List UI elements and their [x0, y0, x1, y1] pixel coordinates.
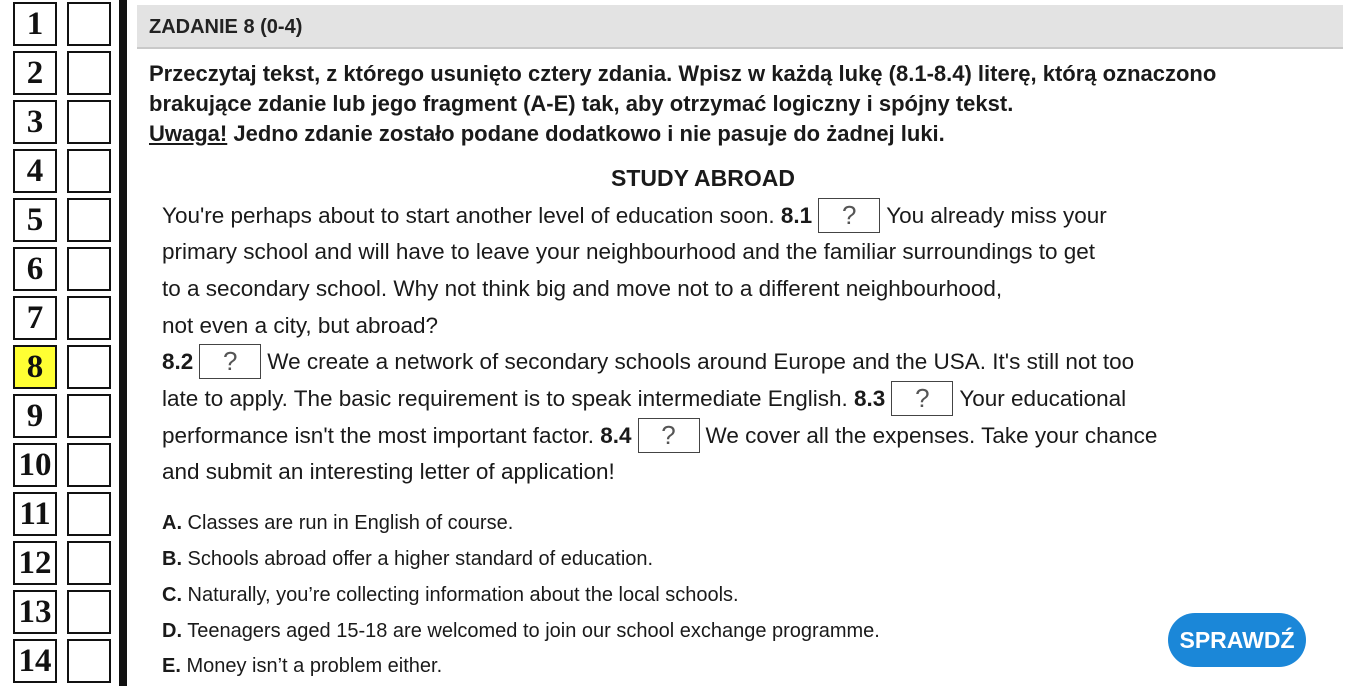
question-row-7 [13, 296, 113, 340]
text-line-1 [162, 201, 1107, 233]
task-header [137, 5, 1343, 49]
gap-label-8-4: 8.4 [600, 423, 632, 448]
question-row-12 [13, 541, 113, 585]
instruction-line: Przeczytaj tekst, z którego usunięto cztery zdania. Wpisz w każdą lukę (8.1-8.4) literę, którą oznaczono [149, 61, 1217, 86]
text-fragment: We cover all the expenses. Take your chance [705, 423, 1158, 448]
navigator-divider [119, 0, 127, 686]
question-number-button[interactable]: 6 [13, 247, 57, 291]
question-row-9 [13, 394, 113, 438]
text-line-5 [162, 347, 1134, 379]
question-status-box[interactable] [67, 541, 111, 585]
question-row-1 [13, 2, 113, 46]
question-row-11 [13, 492, 113, 536]
question-status-box[interactable] [67, 590, 111, 634]
question-row-5 [13, 198, 113, 242]
question-number-button[interactable]: 13 [13, 590, 57, 634]
question-row-13 [13, 590, 113, 634]
option-text: Classes are run in English of course. [182, 512, 514, 534]
question-status-box[interactable] [67, 51, 111, 95]
gap-label-8-2: 8.2 [162, 349, 194, 374]
check-button[interactable]: SPRAWDŹ [1168, 613, 1306, 667]
question-number-button[interactable]: 1 [13, 2, 57, 46]
question-status-box[interactable] [67, 100, 111, 144]
text-fragment: You're perhaps about to start another level of education soon. [162, 203, 781, 228]
question-status-box[interactable] [67, 345, 111, 389]
warning-label: Uwaga! [149, 121, 228, 146]
option-letter: D. [162, 620, 182, 642]
text-line-3: to a secondary school. Why not think big and move not to a different neighbourhood, [162, 276, 1003, 301]
text-fragment: We create a network of secondary schools around Europe and the USA. It's still not too [267, 349, 1135, 374]
instruction-line: brakujące zdanie lub jego fragment (A-E) tak, aby otrzymać logiczny i spójny tekst. [149, 91, 1014, 116]
option-letter: A. [162, 512, 182, 534]
question-number-button[interactable]: 11 [13, 492, 57, 536]
warning-line [149, 119, 1329, 149]
text-fragment: Your educational [959, 386, 1127, 411]
question-number-button[interactable]: 2 [13, 51, 57, 95]
question-status-box[interactable] [67, 443, 111, 487]
gap-label-8-1: 8.1 [780, 203, 813, 228]
question-number-button[interactable]: 12 [13, 541, 57, 585]
question-status-box[interactable] [67, 247, 111, 291]
reading-title: STUDY ABROAD [610, 165, 795, 191]
text-line-2: primary school and will have to leave your neighbourhood and the familiar surroundings to get [162, 239, 1096, 264]
question-status-box[interactable] [67, 639, 111, 683]
text-fragment: performance isn't the most important factor. [162, 423, 601, 448]
gap-input-8-3[interactable]: ? [891, 381, 953, 416]
gap-label-8-3: 8.3 [854, 386, 886, 411]
question-number-button-active[interactable]: 8 [13, 345, 57, 389]
option-c [162, 581, 739, 609]
gap-input-8-1[interactable]: ? [818, 198, 880, 233]
option-text: Schools abroad offer a higher standard of education. [182, 548, 654, 570]
question-row-3 [13, 100, 113, 144]
text-line-8: and submit an interesting letter of application! [162, 459, 615, 484]
question-status-box[interactable] [67, 296, 111, 340]
option-e [162, 652, 442, 680]
question-number-button[interactable]: 9 [13, 394, 57, 438]
question-status-box[interactable] [67, 2, 111, 46]
text-fragment: You already miss your [886, 203, 1107, 228]
option-b [162, 545, 653, 573]
question-row-10 [13, 443, 113, 487]
option-letter: C. [162, 584, 182, 606]
question-number-button[interactable]: 7 [13, 296, 57, 340]
question-status-box[interactable] [67, 394, 111, 438]
option-letter: E. [162, 655, 181, 677]
option-text: Teenagers aged 15-18 are welcomed to join our school exchange programme. [182, 620, 880, 642]
text-line-4: not even a city, but abroad? [162, 313, 439, 338]
warning-text: Jedno zdanie zostało podane dodatkowo i nie pasuje do żadnej luki. [227, 121, 945, 146]
question-row-2 [13, 51, 113, 95]
question-row-4 [13, 149, 113, 193]
gap-input-8-4[interactable]: ? [638, 418, 700, 453]
gap-input-8-2[interactable]: ? [199, 344, 261, 379]
question-row-6 [13, 247, 113, 291]
text-line-6 [162, 384, 1126, 416]
question-row-8 [13, 345, 113, 389]
option-text: Naturally, you’re collecting information about the local schools. [182, 584, 739, 606]
task-instructions [149, 59, 1329, 149]
option-a [162, 509, 513, 537]
option-text: Money isn’t a problem either. [180, 655, 443, 677]
option-d [162, 617, 880, 645]
question-row-14 [13, 639, 113, 683]
question-number-button[interactable]: 5 [13, 198, 57, 242]
question-number-button[interactable]: 10 [13, 443, 57, 487]
text-line-7 [162, 421, 1157, 453]
task-title: ZADANIE 8 (0-4) [149, 16, 303, 38]
question-number-button[interactable]: 14 [13, 639, 57, 683]
option-letter: B. [162, 548, 182, 570]
question-number-button[interactable]: 4 [13, 149, 57, 193]
question-status-box[interactable] [67, 149, 111, 193]
question-number-button[interactable]: 3 [13, 100, 57, 144]
question-status-box[interactable] [67, 492, 111, 536]
text-fragment: late to apply. The basic requirement is to speak intermediate English. [162, 386, 855, 411]
question-status-box[interactable] [67, 198, 111, 242]
